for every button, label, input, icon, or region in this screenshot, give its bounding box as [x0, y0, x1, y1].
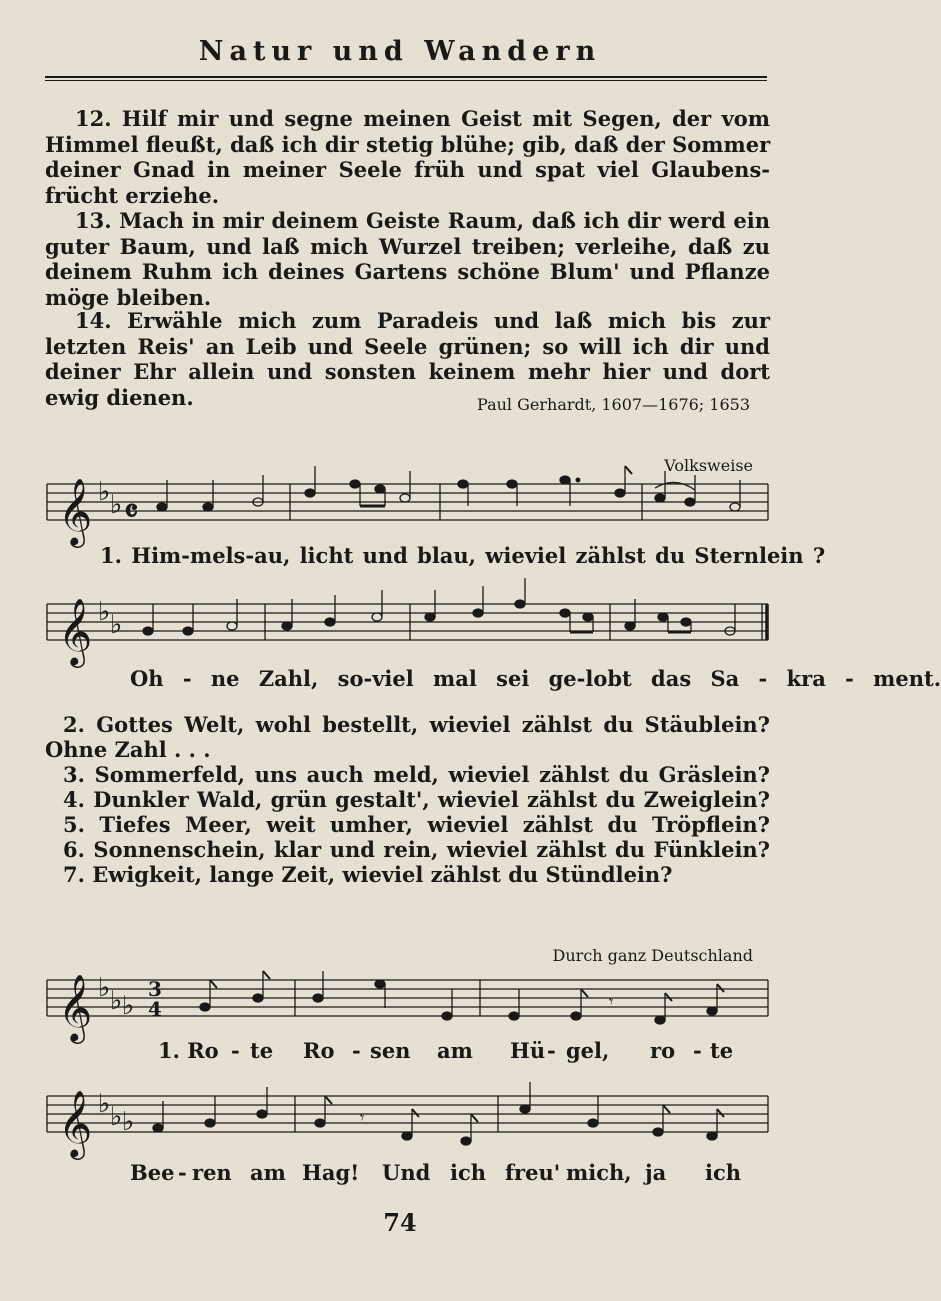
verse-line: Ohne Zahl . . . [45, 737, 211, 762]
stanza-line: 13. Mach in mir deinem Geiste Raum, daß ich dir werd ein [75, 208, 770, 233]
syllable: te [710, 1038, 734, 1063]
melody-source: Volksweise [664, 456, 753, 475]
syllable: - [178, 1160, 187, 1185]
flat-icon: ♭ [110, 610, 123, 640]
syllable: ren [192, 1160, 232, 1185]
syllable: gel, [566, 1038, 610, 1063]
flat-icon: ♭ [122, 1107, 135, 1137]
verse-line: 7. Ewigkeit, lange Zeit, wieviel zählst du Stündlein? [63, 862, 673, 887]
syllable: ja [645, 1160, 667, 1185]
syllable: - [547, 1038, 556, 1063]
stanza-line: 14. Erwähle mich zum Paradeis und laß mich bis zur [75, 308, 770, 333]
treble-clef-icon: 𝄞 [58, 597, 93, 665]
notes-system-1 [157, 466, 740, 511]
syllable: freu' [505, 1160, 561, 1185]
flat-icon: ♭ [98, 477, 111, 507]
verse-line: 5. Tiefes Meer, weit umher, wieviel zählst du Tröpflein? [63, 812, 770, 837]
syllable: - [693, 1038, 702, 1063]
syllable: Bee [130, 1160, 175, 1185]
syllable: sen [370, 1038, 411, 1063]
staff-2 [47, 604, 768, 640]
flat-icon: ♭ [110, 986, 123, 1016]
stanza-line: letzten Reis' an Leib und Seele grünen; so will ich dir und [45, 333, 770, 359]
time-signature: 3 [148, 977, 162, 1001]
syllable: - [352, 1038, 361, 1063]
syllable: ro [650, 1038, 676, 1063]
syllable: am [437, 1038, 473, 1063]
syllable: Ro [303, 1038, 335, 1063]
syllable: ich [450, 1160, 487, 1185]
verse-line: 3. Sommerfeld, uns auch meld, wieviel zählst du Gräslein? [63, 762, 770, 787]
stanza-line: Himmel fleußt, daß ich dir stetig blühe; gib, daß der Sommer [45, 131, 771, 157]
stanza-line: deiner Ehr allein und sonsten keinem mehr hier und dort [45, 359, 770, 384]
flat-icon: ♭ [122, 991, 135, 1021]
page-header-title: Natur und Wandern [198, 36, 602, 67]
verse-line: 6. Sonnenschein, klar und rein, wieviel zählst du Fünklein? [63, 837, 770, 862]
page-number: 74 [383, 1208, 417, 1237]
stanza-line: deiner Gnad in meiner Seele früh und spat viel Glaubens- [45, 157, 770, 182]
stanza-line: 12. Hilf mir und segne meinen Geist mit Segen, der vom [75, 106, 770, 131]
syllable: am [250, 1160, 286, 1185]
author-credit: Paul Gerhardt, 1607—1676; 1653 [477, 395, 750, 414]
syllable: Und [382, 1160, 431, 1185]
syllable: Hag! [302, 1160, 360, 1185]
stanza-line: guter Baum, und laß mich Wurzel treiben; verleihe, daß zu [45, 233, 770, 259]
stanza-line: frücht erziehe. [45, 182, 220, 208]
common-time-icon: 𝄴 [124, 492, 139, 530]
syllable: te [250, 1038, 274, 1063]
flat-icon: ♭ [110, 490, 123, 520]
treble-clef-icon: 𝄞 [58, 1089, 93, 1157]
song1-lyrics-line-1: 1. Him-mels-au, licht und blau, wieviel zählst du Sternlein ? [100, 543, 826, 568]
treble-clef-icon: 𝄞 [58, 477, 93, 545]
svg-text:𝄾: 𝄾 [360, 1108, 365, 1127]
song1-lyrics-line-2: Oh - ne Zahl, so-viel mal sei ge-lobt das Sa - kra - ment. [130, 666, 941, 691]
treble-clef-icon: 𝄞 [58, 973, 93, 1041]
time-signature: 4 [148, 997, 162, 1021]
flat-icon: ♭ [110, 1102, 123, 1132]
syllable: - [231, 1038, 240, 1063]
melody-source: Durch ganz Deutschland [552, 946, 753, 965]
svg-text:𝄾: 𝄾 [609, 992, 614, 1011]
flat-icon: ♭ [98, 1089, 111, 1119]
syllable: mich, [566, 1160, 632, 1185]
stanza-line: deinem Ruhm ich deines Gartens schöne Blum' und Pflanze [45, 259, 770, 284]
syllable: Hü [510, 1038, 546, 1063]
stanza-line: ewig dienen. [45, 384, 194, 410]
notes-system-2 [143, 578, 735, 635]
verse-line: 4. Dunkler Wald, grün gestalt', wieviel zählst du Zweiglein? [63, 787, 770, 812]
flat-icon: ♭ [98, 973, 111, 1003]
syllable: ich [705, 1160, 742, 1185]
syllable: 1. Ro [158, 1038, 219, 1063]
stanza-line: möge bleiben. [45, 284, 212, 310]
flat-icon: ♭ [98, 597, 111, 627]
verse-list [45, 712, 770, 887]
verse-line: 2. Gottes Welt, wohl bestellt, wieviel zählst du Stäublein? [63, 712, 770, 737]
